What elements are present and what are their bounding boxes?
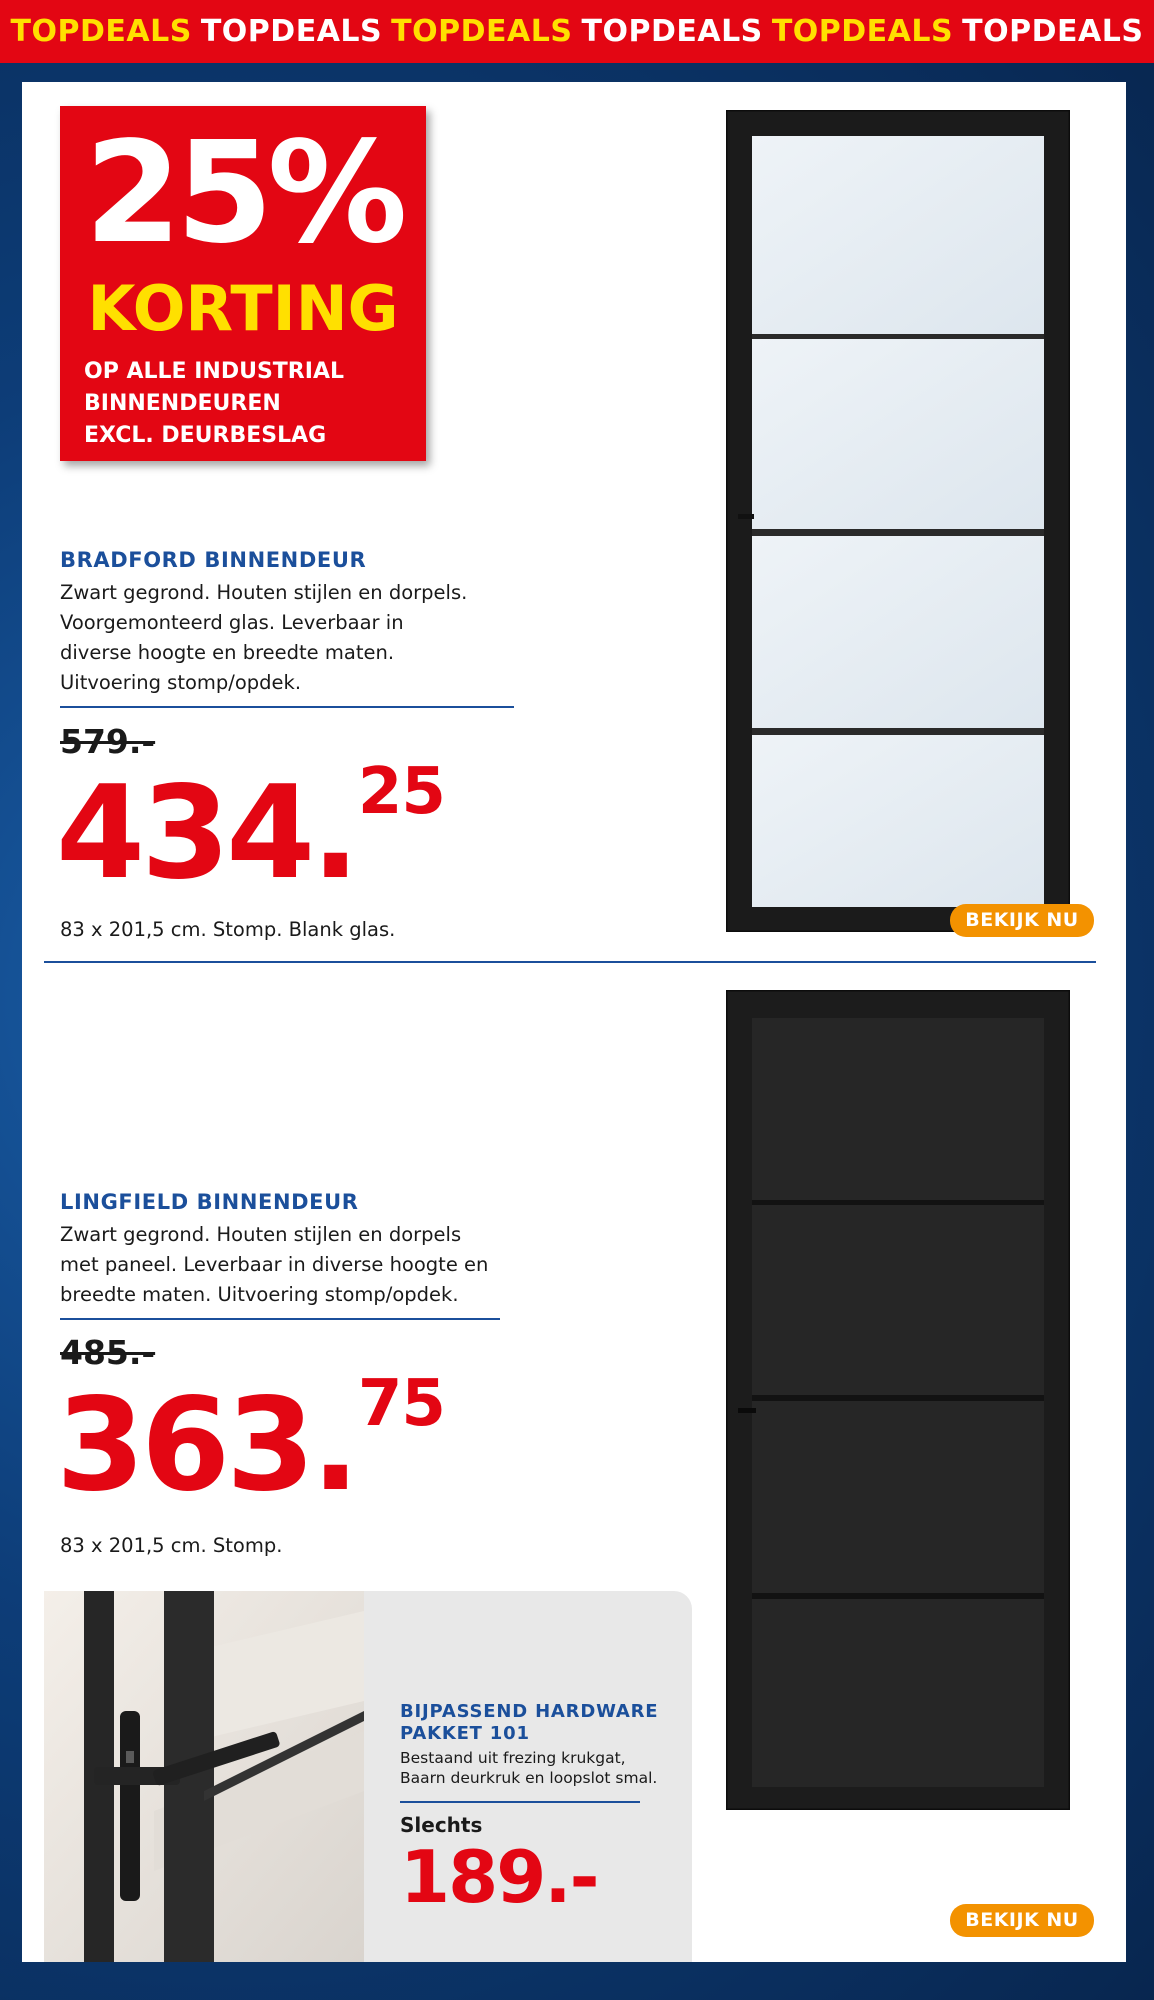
discount-badge xyxy=(60,106,426,461)
discount-line: BINNENDEUREN xyxy=(84,391,281,416)
product-title: LINGFIELD BINNENDEUR xyxy=(60,1190,359,1214)
description-line: met paneel. Leverbaar in diverse hoogte en xyxy=(60,1253,489,1276)
description-line: Bestaand uit frezing krukgat, xyxy=(400,1749,626,1767)
banner-text: TOPDEALS xyxy=(771,14,954,49)
hardware-description xyxy=(400,1748,690,1788)
discount-line: OP ALLE INDUSTRIAL xyxy=(84,359,344,384)
banner-text: TOPDEALS xyxy=(962,14,1144,49)
description-line: Voorgemonteerd glas. Leverbaar in xyxy=(60,611,404,634)
product-spec: 83 x 201,5 cm. Stomp. Blank glas. xyxy=(60,918,396,941)
price-main: 434. xyxy=(56,759,356,908)
product-title: BRADFORD BINNENDEUR xyxy=(60,548,367,572)
description-line: diverse hoogte en breedte maten. xyxy=(60,641,395,664)
price-main: 363. xyxy=(56,1371,356,1520)
price-cents: 25 xyxy=(357,755,445,829)
separator-line xyxy=(60,1318,500,1320)
bekijk-nu-button[interactable]: BEKIJK NU xyxy=(950,1904,1094,1937)
sale-price xyxy=(56,1367,445,1520)
banner-text: TOPDEALS xyxy=(200,14,383,49)
bekijk-nu-button[interactable]: BEKIJK NU xyxy=(950,904,1094,937)
hardware-price-label: Slechts xyxy=(400,1813,483,1837)
price-cents: 75 xyxy=(357,1367,445,1441)
hardware-title-line: BIJPASSEND HARDWARE xyxy=(400,1701,659,1722)
separator-line xyxy=(400,1801,640,1803)
description-line: Zwart gegrond. Houten stijlen en dorpels. xyxy=(60,581,468,604)
discount-subtitle xyxy=(84,356,414,452)
bradford-door-image xyxy=(726,110,1070,932)
lingfield-door-image xyxy=(726,990,1070,1810)
product-spec: 83 x 201,5 cm. Stomp. xyxy=(60,1534,283,1557)
section-divider xyxy=(44,961,1096,963)
product-description xyxy=(60,1220,488,1310)
banner-text: TOPDEALS xyxy=(10,14,192,49)
banner-text: TOPDEALS xyxy=(581,14,763,49)
product-description xyxy=(60,578,467,698)
description-line: breedte maten. Uitvoering stomp/opdek. xyxy=(60,1283,459,1306)
description-line: Baarn deurkruk en loopslot smal. xyxy=(400,1769,658,1787)
description-line: Zwart gegrond. Houten stijlen en dorpels xyxy=(60,1223,462,1246)
discount-percent: 25% xyxy=(84,112,402,275)
discount-line: EXCL. DEURBESLAG xyxy=(84,423,327,448)
banner-text: TOPDEALS xyxy=(391,14,573,49)
hardware-title-line: PAKKET 101 xyxy=(400,1723,530,1744)
sale-price xyxy=(56,755,445,908)
hardware-title xyxy=(400,1701,680,1745)
hardware-package-box xyxy=(44,1591,692,1962)
hardware-photo xyxy=(44,1591,364,1962)
discount-label: KORTING xyxy=(87,272,399,345)
hardware-price: 189.- xyxy=(400,1835,598,1919)
old-price: 579.- xyxy=(60,722,156,761)
old-price: 485.- xyxy=(60,1333,156,1372)
topdeals-banner xyxy=(0,0,1154,63)
separator-line xyxy=(60,706,514,708)
description-line: Uitvoering stomp/opdek. xyxy=(60,671,302,694)
